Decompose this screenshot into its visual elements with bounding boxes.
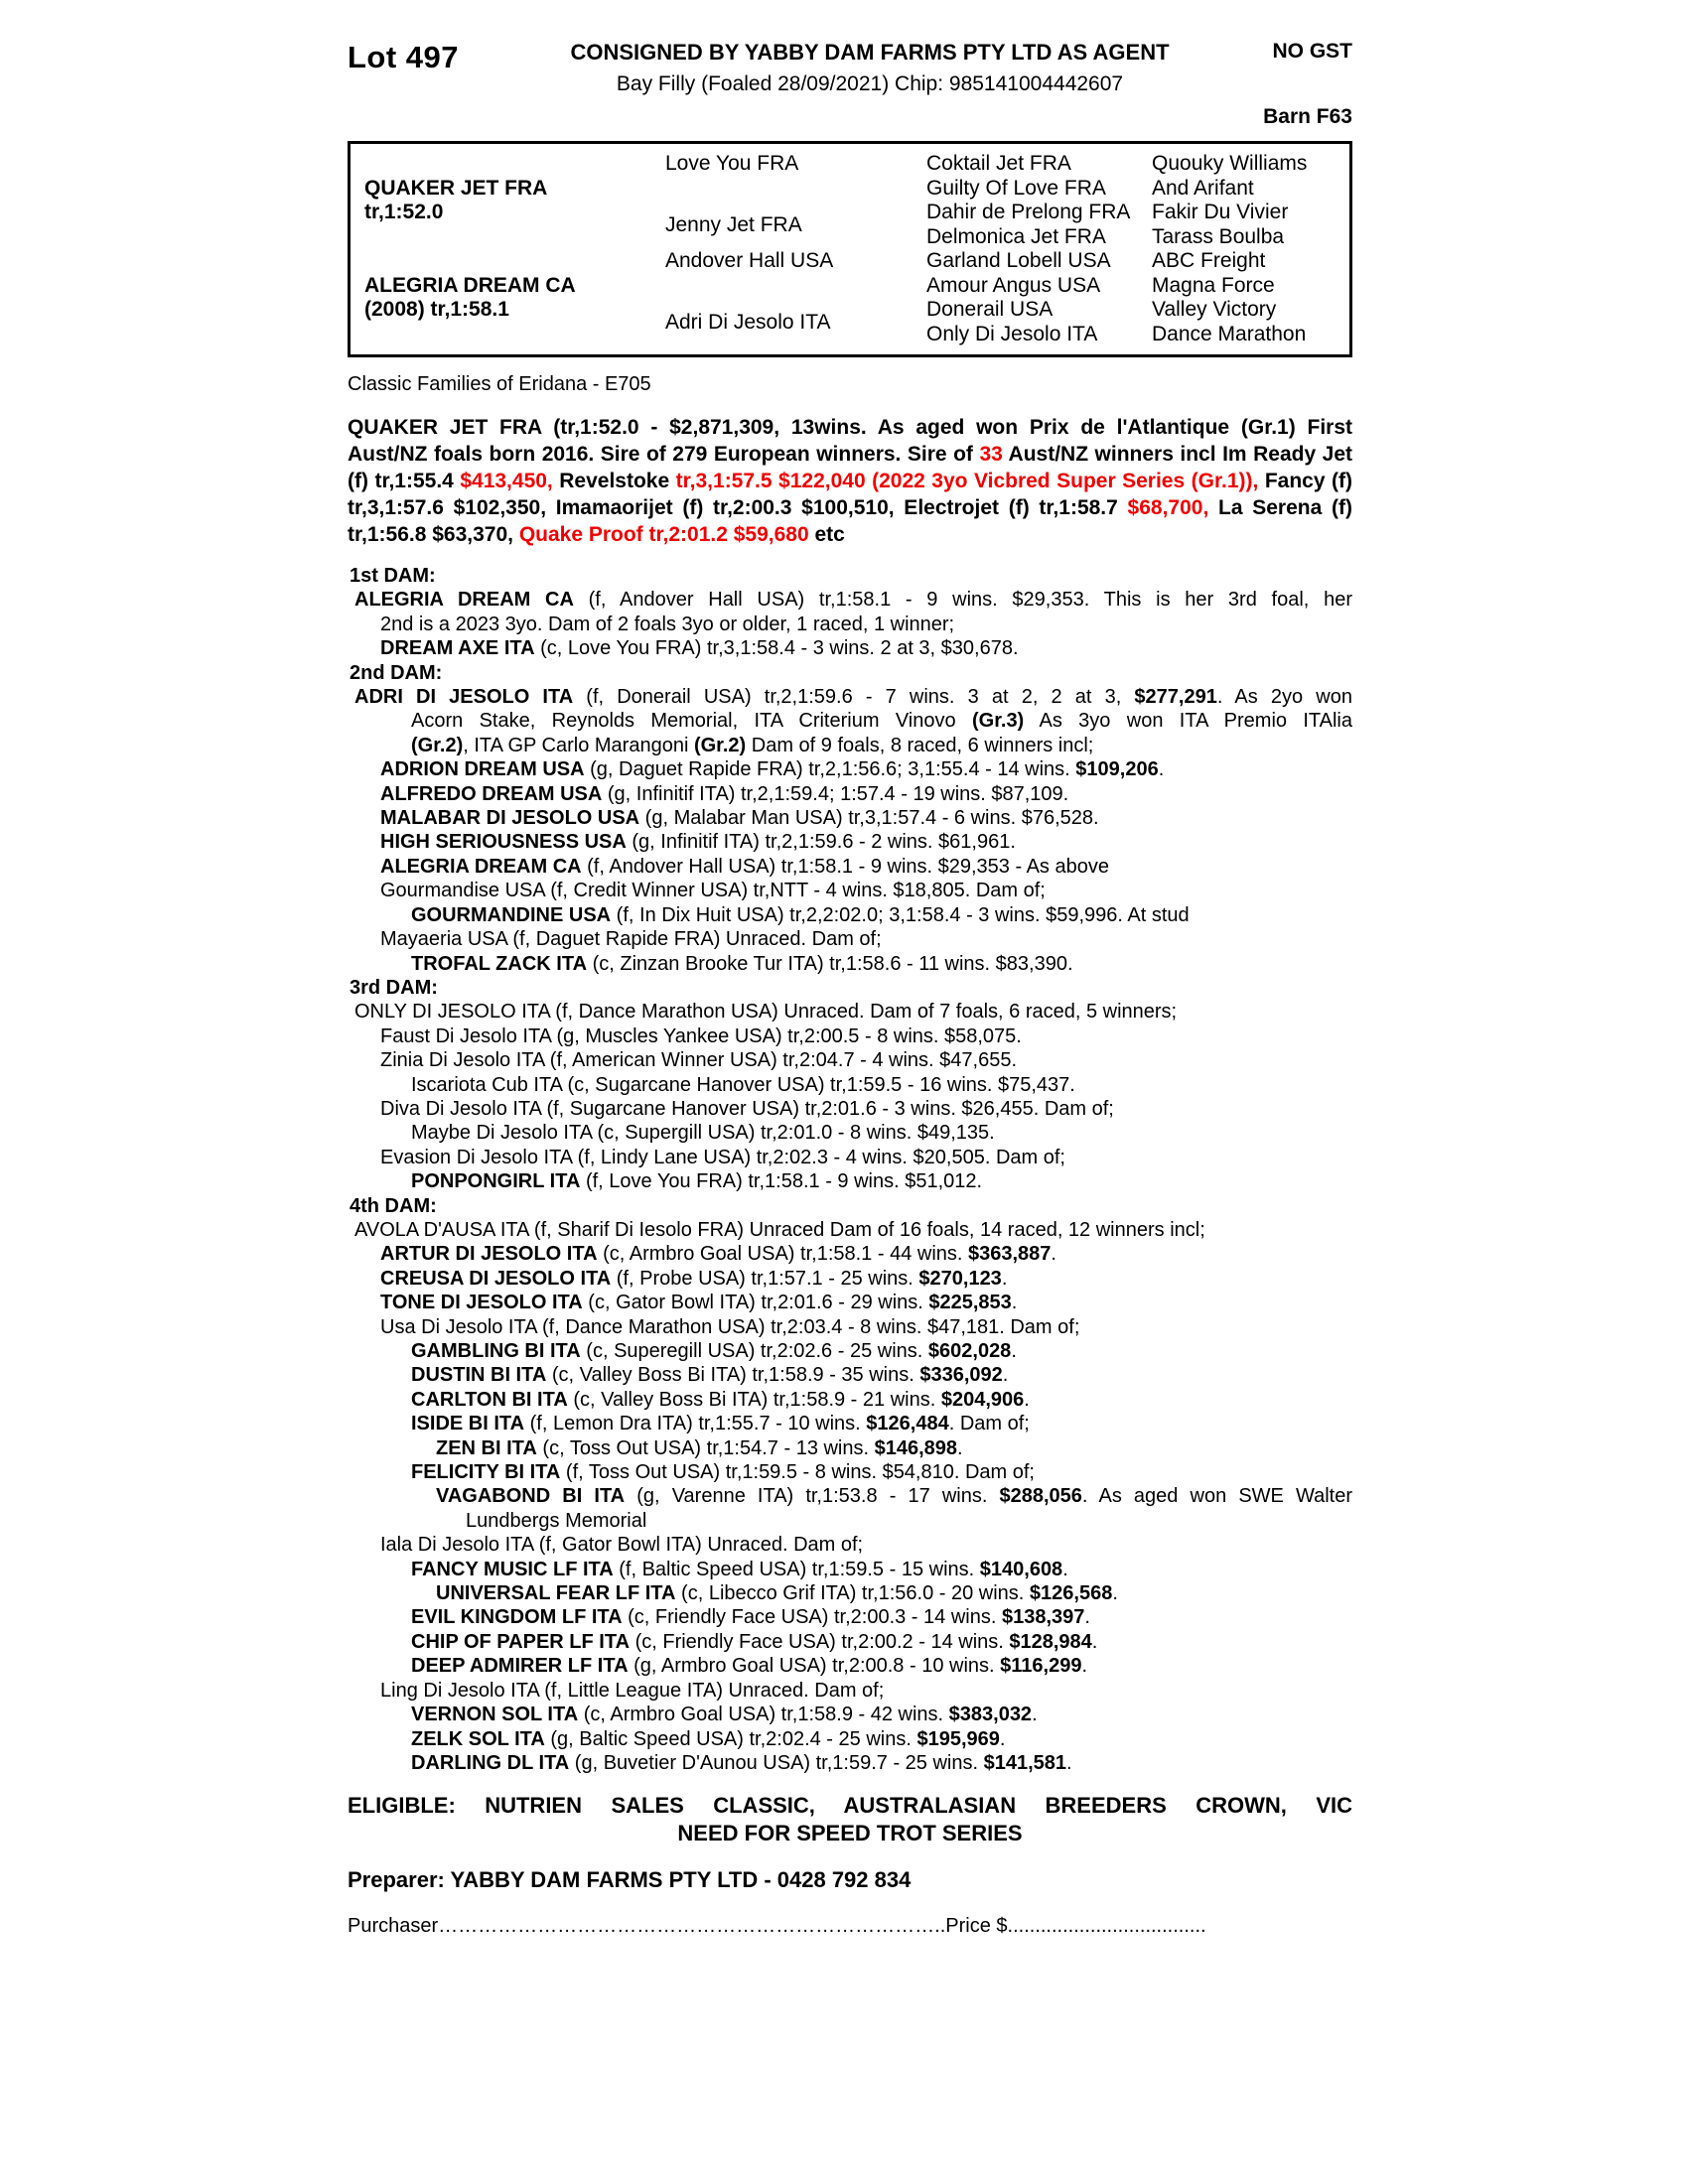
header-center (551, 40, 1189, 96)
family-note: Classic Families of Eridana - E705 (348, 373, 651, 395)
sire-record: tr,1:52.0 (364, 201, 444, 223)
text-segment: Dam of 9 foals, 8 raced, 6 winners incl; (746, 734, 1094, 756)
sire-cell (364, 177, 665, 224)
text-segment: VAGABOND BI ITA (436, 1485, 626, 1508)
header (348, 40, 1352, 129)
catalog-page (348, 40, 1352, 1938)
text-segment: $363,887 (968, 1243, 1052, 1266)
grandparent-2: Andover Hall USA (665, 249, 834, 272)
text-segment: (Gr.3) (971, 710, 1025, 733)
pedigree-line (348, 1460, 1352, 1484)
text-segment: , ITA GP Carlo Marangoni (463, 734, 694, 756)
pedigree-line (348, 879, 1352, 902)
barn-label: Barn F63 (1263, 105, 1352, 128)
text-segment: $126,568 (1029, 1582, 1113, 1605)
pedigree-line (348, 1630, 1352, 1654)
great-grandparent-4: Garland Lobell USA (926, 249, 1111, 272)
text-segment: $413,450, (460, 470, 553, 492)
text-segment: . (1024, 1388, 1030, 1411)
gg-grandparent-1: And Arifant (1152, 176, 1254, 200)
text-segment: . (957, 1436, 963, 1459)
text-segment: (g, Infinitif ITA) tr,2,1:59.6 - 2 wins. $61,961. (626, 831, 1016, 854)
text-segment: . (1084, 1606, 1090, 1629)
text-segment: DREAM AXE ITA (380, 637, 535, 660)
text-segment: . As 2yo won (1216, 686, 1352, 709)
pedigree-line (348, 830, 1352, 854)
pedigree-line (348, 1097, 1352, 1121)
text-segment: ZEN BI ITA (436, 1436, 537, 1459)
gg-grandparent-7: Dance Marathon (1152, 322, 1307, 345)
text-segment: (c, Superegill USA) tr,2:02.6 - 25 wins. (580, 1340, 928, 1362)
text-segment: $109,206 (1075, 758, 1159, 781)
dam-sections (348, 564, 1352, 1775)
text-segment: (g, Varenne ITA) tr,1:53.8 - 17 wins. (625, 1485, 1000, 1508)
grandparent-1: Jenny Jet FRA (665, 212, 802, 236)
text-segment: $288,056 (999, 1485, 1082, 1508)
text-segment: DARLING DL ITA (411, 1751, 570, 1774)
text-segment: Aust/NZ winners incl Im Ready Jet (f) tr,1:55.4 (348, 443, 1352, 492)
great-grandparent-1: Guilty Of Love FRA (926, 176, 1106, 200)
dam-section-heading-1: 1st DAM: (350, 565, 436, 587)
eligibility-line-2: NEED FOR SPEED TROT SERIES (677, 1821, 1023, 1846)
sire-name: QUAKER JET FRA (364, 177, 548, 200)
text-segment: GOURMANDINE USA (411, 903, 612, 926)
dam-record: (2008) tr,1:58.1 (364, 298, 509, 321)
grandparent-3: Adri Di Jesolo ITA (665, 310, 831, 334)
text-segment: CARLTON BI ITA (411, 1388, 568, 1411)
gg-grandparent-6: Valley Victory (1152, 298, 1277, 321)
text-segment: . (1091, 1630, 1098, 1653)
great-grandparent-2: Dahir de Prelong FRA (926, 201, 1131, 223)
pedigree-line (348, 1315, 1352, 1339)
pedigree-line (348, 927, 1352, 951)
pedigree-line (348, 734, 1352, 757)
pedigree-line (348, 1267, 1352, 1291)
pedigree-line (348, 1291, 1352, 1314)
text-segment: (g, Armbro Goal USA) tr,2:00.8 - 10 wins. (628, 1655, 1001, 1678)
text-segment: (f, Probe USA) tr,1:57.1 - 25 wins. (611, 1267, 919, 1290)
text-segment: etc (808, 523, 845, 546)
text-segment: (c, Friendly Face USA) tr,2:00.2 - 14 wins. (630, 1630, 1010, 1653)
text-segment: . (1062, 1558, 1068, 1580)
sire-summary-paragraph (348, 414, 1352, 548)
text-segment: QUAKER JET FRA (tr,1:52.0 - $2,871,309, 13wins. As aged won Prix de l'Atlantique (Gr.1) First Aust/NZ foals born 2016. Sire of 279 European winners. Sire of (348, 416, 1352, 466)
text-segment: ONLY DI JESOLO ITA (f, Dance Marathon USA) Unraced. Dam of 7 foals, 6 raced, 5 winners; (354, 1001, 1178, 1024)
text-segment: . (999, 1727, 1006, 1750)
text-segment: . (1001, 1267, 1008, 1290)
eligibility-block (348, 1792, 1352, 1847)
foaling-line: Bay Filly (Foaled 28/09/2021) Chip: 985141004442607 (616, 72, 1124, 95)
great-grandparent-7: Only Di Jesolo ITA (926, 322, 1098, 345)
pedigree-line (348, 1024, 1352, 1048)
text-segment: tr,3,1:57.5 $122,040 (2022 3yo Vicbred Super Series (Gr.1)), (675, 470, 1259, 492)
gg-grandparent-0: Quouky Williams (1152, 152, 1308, 175)
text-segment: CHIP OF PAPER LF ITA (411, 1630, 631, 1653)
text-segment: Lundbergs Memorial (466, 1509, 647, 1532)
pedigree-line (348, 1581, 1352, 1605)
text-segment: $225,853 (928, 1292, 1012, 1314)
header-right (1189, 40, 1352, 129)
text-segment: $195,969 (916, 1727, 1000, 1750)
text-segment: Usa Di Jesolo ITA (f, Dance Marathon USA) tr,2:03.4 - 8 wins. $47,181. Dam of; (380, 1315, 1080, 1338)
text-segment: La Serena (f) tr,1:56.8 $63,370, (348, 496, 1352, 546)
text-segment: $128,984 (1009, 1630, 1092, 1653)
text-segment: (c, Valley Boss Bi ITA) tr,1:58.9 - 21 wins. (567, 1388, 941, 1411)
pedigree-line (348, 1654, 1352, 1678)
pedigree-line (348, 1509, 1352, 1533)
pedigree-line (348, 588, 1352, 612)
pedigree-line (348, 1388, 1352, 1412)
pedigree-line (348, 1242, 1352, 1266)
text-segment: $126,484 (866, 1413, 949, 1435)
pedigree-line (348, 613, 1352, 636)
text-segment: . (1066, 1751, 1072, 1774)
lot-number: Lot 497 (348, 40, 460, 74)
text-segment: . (1032, 1704, 1038, 1726)
text-segment: (Gr.2) (411, 734, 464, 756)
pedigree-line (348, 685, 1352, 709)
pedigree-line (348, 1363, 1352, 1387)
gg-grandparent-4: ABC Freight (1152, 249, 1266, 272)
text-segment: $277,291 (1134, 686, 1217, 709)
pedigree-line (348, 1484, 1352, 1508)
text-segment: (c, Toss Out USA) tr,1:54.7 - 13 wins. (536, 1436, 875, 1459)
text-segment: Diva Di Jesolo ITA (f, Sugarcane Hanover USA) tr,2:01.6 - 3 wins. $26,455. Dam of; (380, 1097, 1114, 1120)
pedigree-line (348, 1679, 1352, 1703)
text-segment: (c, Love You FRA) tr,3,1:58.4 - 3 wins. 2 at 3, $30,678. (534, 637, 1019, 660)
grandparent-0: Love You FRA (665, 152, 799, 175)
text-segment: CREUSA DI JESOLO ITA (380, 1267, 612, 1290)
text-segment: . (1011, 1292, 1018, 1314)
preparer-line: Preparer: YABBY DAM FARMS PTY LTD - 0428 792 834 (348, 1867, 912, 1893)
text-segment: $204,906 (940, 1388, 1025, 1411)
text-segment: TONE DI JESOLO ITA (380, 1292, 583, 1314)
pedigree-line (348, 709, 1352, 733)
text-segment: PONPONGIRL ITA (411, 1170, 581, 1193)
pedigree-line (348, 1412, 1352, 1435)
text-segment: (f, In Dix Huit USA) tr,2,2:02.0; 3,1:58.4 - 3 wins. $59,996. At stud (611, 903, 1190, 926)
dam-cell (364, 274, 665, 322)
purchaser-price-line (348, 1915, 1352, 1938)
text-segment: EVIL KINGDOM LF ITA (411, 1606, 623, 1629)
text-segment: (g, Buvetier D'Aunou USA) tr,1:59.7 - 25 wins. (569, 1751, 984, 1774)
text-segment: $140,608 (979, 1558, 1063, 1580)
text-segment: $602,028 (927, 1340, 1012, 1362)
price-label: Price $ (945, 1915, 1008, 1938)
text-segment: (f, Lemon Dra ITA) tr,1:55.7 - 10 wins. (524, 1413, 867, 1435)
text-segment: Acorn Stake, Reynolds Memorial, ITA Criterium Vinovo (411, 710, 972, 733)
gg-grandparent-5: Magna Force (1152, 273, 1275, 297)
text-segment: . (1158, 758, 1165, 781)
pedigree-line (348, 1073, 1352, 1097)
text-segment: . Dam of; (948, 1413, 1030, 1435)
text-segment: ALFREDO DREAM USA (380, 782, 603, 805)
text-segment: DUSTIN BI ITA (411, 1364, 547, 1387)
text-segment: . As aged won SWE Walter (1081, 1485, 1353, 1508)
text-segment: ALEGRIA DREAM CA (380, 855, 582, 878)
text-segment: ARTUR DI JESOLO ITA (380, 1243, 598, 1266)
text-segment: HIGH SERIOUSNESS USA (380, 831, 627, 854)
text-segment: ADRI DI JESOLO ITA (354, 686, 574, 709)
dam-section-heading-2: 2nd DAM: (350, 661, 443, 684)
pedigree-table (348, 141, 1352, 357)
text-segment: GAMBLING BI ITA (411, 1340, 581, 1362)
dam-name: ALEGRIA DREAM CA (364, 274, 576, 297)
text-segment: VERNON SOL ITA (411, 1704, 579, 1726)
text-segment: AVOLA D'AUSA ITA (f, Sharif Di Iesolo FRA) Unraced Dam of 16 foals, 14 raced, 12 winners incl; (354, 1218, 1205, 1241)
text-segment: (c, Libecco Grif ITA) tr,1:56.0 - 20 wins. (675, 1582, 1030, 1605)
text-segment: $68,700, (1127, 496, 1209, 519)
eligibility-line-1: ELIGIBLE: NUTRIEN SALES CLASSIC, AUSTRALASIAN BREEDERS CROWN, VIC (348, 1793, 1352, 1819)
text-segment: Quake Proof tr,2:01.2 $59,680 (518, 523, 809, 546)
text-segment: Revelstoke (552, 470, 676, 492)
text-segment: (f, Donerail USA) tr,2,1:59.6 - 7 wins. 3 at 2, 2 at 3, (573, 686, 1135, 709)
text-segment: $270,123 (918, 1267, 1002, 1290)
text-segment: FELICITY BI ITA (411, 1461, 561, 1484)
consignor-line: CONSIGNED BY YABBY DAM FARMS PTY LTD AS AGENT (570, 40, 1170, 65)
pedigree-line (348, 1169, 1352, 1193)
text-segment: $116,299 (1000, 1655, 1082, 1678)
purchaser-dotted-rule: ………………………………………………………………….. (438, 1915, 946, 1938)
text-segment: (f, Andover Hall USA) tr,1:58.1 - 9 wins. $29,353 - As above (581, 855, 1109, 878)
text-segment: . (1011, 1340, 1017, 1362)
pedigree-line (348, 636, 1352, 660)
text-segment: 2nd is a 2023 3yo. Dam of 2 foals 3yo or older, 1 raced, 1 winner; (380, 613, 955, 635)
great-grandparent-3: Delmonica Jet FRA (926, 224, 1106, 248)
text-segment: Fancy (f) tr,3,1:57.6 $102,350, Imamaorijet (f) tr,2:00.3 $100,510, Electrojet (f) tr,1:58.7 (348, 470, 1352, 519)
text-segment: ISIDE BI ITA (411, 1413, 525, 1435)
pedigree-line (348, 1339, 1352, 1363)
pedigree-line (348, 806, 1352, 830)
text-segment: (g, Malabar Man USA) tr,3,1:57.4 - 6 wins. $76,528. (639, 807, 1099, 830)
great-grandparent-5: Amour Angus USA (926, 273, 1101, 297)
text-segment: Iala Di Jesolo ITA (f, Gator Bowl ITA) Unraced. Dam of; (380, 1534, 864, 1557)
dam-section-heading-4: 4th DAM: (350, 1194, 437, 1217)
price-dotted-rule: .................................... (1007, 1915, 1206, 1938)
text-segment: TROFAL ZACK ITA (411, 952, 588, 975)
pedigree-line (348, 1605, 1352, 1629)
pedigree-line (348, 1146, 1352, 1169)
text-segment: FANCY MUSIC LF ITA (411, 1558, 614, 1580)
dam-section-heading-3: 3rd DAM: (350, 976, 438, 999)
text-segment: (g, Daguet Rapide FRA) tr,2,1:56.6; 3,1:55.4 - 14 wins. (584, 758, 1076, 781)
text-segment: Faust Di Jesolo ITA (g, Muscles Yankee USA) tr,2:00.5 - 8 wins. $58,075. (380, 1024, 1022, 1047)
purchaser-label: Purchaser (348, 1915, 439, 1938)
text-segment: MALABAR DI JESOLO USA (380, 807, 640, 830)
text-segment: ALEGRIA DREAM CA (354, 589, 574, 612)
text-segment: $383,032 (948, 1704, 1033, 1726)
text-segment: 33 (979, 443, 1003, 466)
pedigree-line (348, 1727, 1352, 1751)
text-segment: (c, Friendly Face USA) tr,2:00.3 - 14 wins. (622, 1606, 1002, 1629)
text-segment: . (1002, 1364, 1009, 1387)
text-segment: As 3yo won ITA Premio ITAlia (1024, 710, 1352, 733)
text-segment: (c, Zinzan Brooke Tur ITA) tr,1:58.6 - 11 wins. $83,390. (587, 952, 1073, 975)
pedigree-line (348, 1436, 1352, 1460)
text-segment: . (1112, 1582, 1118, 1605)
pedigree-line (348, 903, 1352, 927)
pedigree-line (348, 1048, 1352, 1072)
text-segment: $138,397 (1001, 1606, 1085, 1629)
text-segment: UNIVERSAL FEAR LF ITA (436, 1582, 676, 1605)
text-segment: ADRION DREAM USA (380, 758, 585, 781)
text-segment: (c, Gator Bowl ITA) tr,2:01.6 - 29 wins. (582, 1292, 929, 1314)
text-segment: Evasion Di Jesolo ITA (f, Lindy Lane USA) tr,2:02.3 - 4 wins. $20,505. Dam of; (380, 1146, 1065, 1168)
text-segment: Iscariota Cub ITA (c, Sugarcane Hanover USA) tr,1:59.5 - 16 wins. $75,437. (411, 1073, 1075, 1096)
pedigree-line (348, 757, 1352, 781)
text-segment: ZELK SOL ITA (411, 1727, 545, 1750)
text-segment: (c, Valley Boss Bi ITA) tr,1:58.9 - 35 wins. (546, 1364, 920, 1387)
pedigree-line (348, 1533, 1352, 1557)
pedigree-line (348, 855, 1352, 879)
pedigree-line (348, 1703, 1352, 1726)
gg-grandparent-3: Tarass Boulba (1152, 224, 1285, 248)
pedigree-line (348, 952, 1352, 976)
text-segment: DEEP ADMIRER LF ITA (411, 1655, 629, 1678)
great-grandparent-6: Donerail USA (926, 298, 1054, 321)
text-segment: (c, Armbro Goal USA) tr,1:58.1 - 44 wins. (597, 1243, 968, 1266)
text-segment: $336,092 (919, 1364, 1003, 1387)
no-gst-label: NO GST (1272, 40, 1352, 63)
text-segment: Ling Di Jesolo ITA (f, Little League ITA) Unraced. Dam of; (380, 1679, 885, 1702)
text-segment: Gourmandise USA (f, Credit Winner USA) tr,NTT - 4 wins. $18,805. Dam of; (380, 880, 1046, 902)
pedigree-line (348, 782, 1352, 806)
text-segment: $146,898 (874, 1436, 958, 1459)
pedigree-line (348, 1121, 1352, 1145)
pedigree-line (348, 1218, 1352, 1242)
text-segment: . (1081, 1655, 1088, 1678)
text-segment: $141,581 (983, 1751, 1067, 1774)
great-grandparent-0: Coktail Jet FRA (926, 152, 1071, 175)
text-segment: (f, Toss Out USA) tr,1:59.5 - 8 wins. $54,810. Dam of; (560, 1461, 1035, 1484)
pedigree-line (348, 1751, 1352, 1775)
text-segment: (f, Andover Hall USA) tr,1:58.1 - 9 wins. $29,353. This is her 3rd foal, her (573, 589, 1352, 612)
text-segment: . (1051, 1243, 1056, 1266)
text-segment: Mayaeria USA (f, Daguet Rapide FRA) Unraced. Dam of; (380, 928, 882, 951)
text-segment: (Gr.2) (693, 734, 747, 756)
text-segment: (g, Infinitif ITA) tr,2,1:59.4; 1:57.4 - 19 wins. $87,109. (602, 782, 1069, 805)
text-segment: (g, Baltic Speed USA) tr,2:02.4 - 25 wins. (544, 1727, 917, 1750)
text-segment: (f, Baltic Speed USA) tr,1:59.5 - 15 wins. (613, 1558, 980, 1580)
text-segment: (c, Armbro Goal USA) tr,1:58.9 - 42 wins. (578, 1704, 949, 1726)
text-segment: Maybe Di Jesolo ITA (c, Supergill USA) tr,2:01.0 - 8 wins. $49,135. (411, 1122, 995, 1145)
text-segment: (f, Love You FRA) tr,1:58.1 - 9 wins. $51,012. (580, 1170, 983, 1193)
text-segment: Zinia Di Jesolo ITA (f, American Winner USA) tr,2:04.7 - 4 wins. $47,655. (380, 1049, 1018, 1072)
gg-grandparent-2: Fakir Du Vivier (1152, 201, 1289, 223)
pedigree-line (348, 1000, 1352, 1024)
pedigree-line (348, 1558, 1352, 1581)
